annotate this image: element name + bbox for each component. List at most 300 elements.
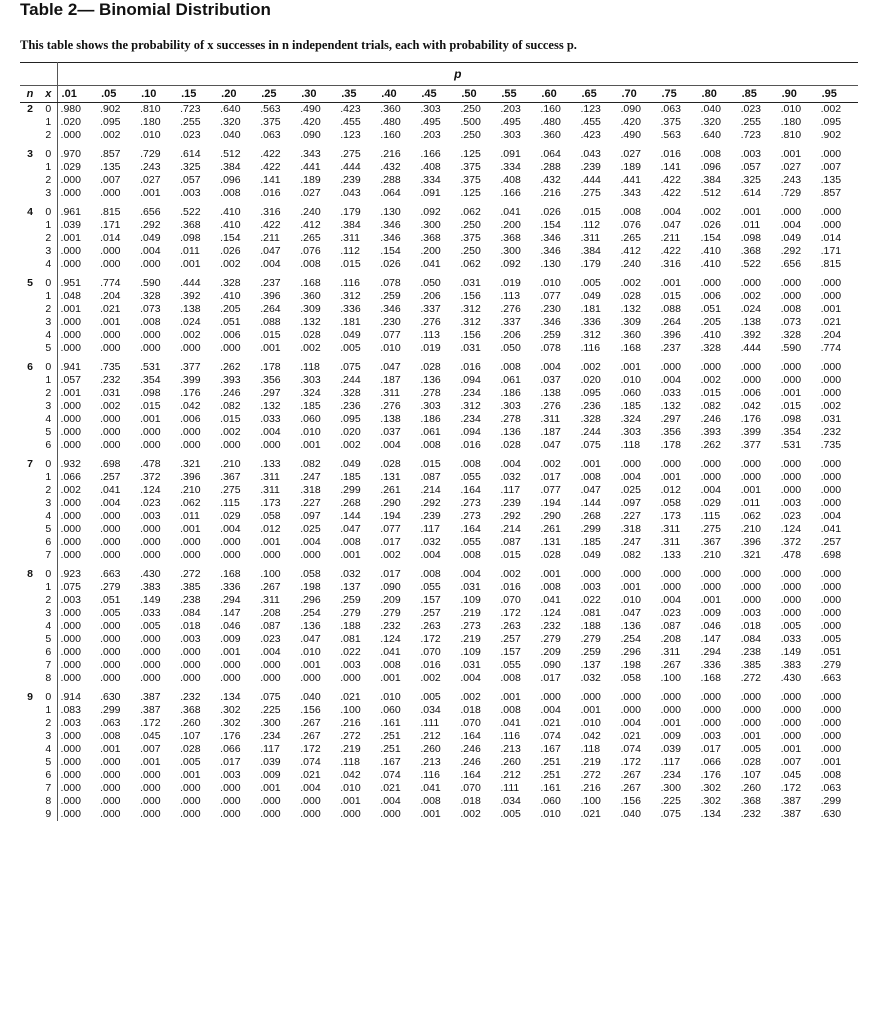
probability-cell: .018 xyxy=(460,704,481,716)
probability-cell: .292 xyxy=(420,497,441,509)
probability-cell: .082 xyxy=(700,400,721,412)
probability-cell: .008 xyxy=(540,581,561,593)
probability-cell: .495 xyxy=(500,116,521,128)
probability-cell: .000 xyxy=(60,497,81,509)
probability-cell: .023 xyxy=(260,633,281,645)
x-cell: 5 xyxy=(40,426,57,439)
p-column-header: .45 xyxy=(417,86,457,103)
probability-cell: .168 xyxy=(700,672,721,684)
n-cell xyxy=(20,316,40,329)
probability-cell: .172 xyxy=(420,633,441,645)
probability-cell: .100 xyxy=(580,795,601,807)
probability-cell: .267 xyxy=(620,782,641,794)
probability-cell: .001 xyxy=(220,646,241,658)
probability-cell: .098 xyxy=(740,232,761,244)
probability-cell: .001 xyxy=(500,691,521,703)
probability-cell: .857 xyxy=(100,148,121,160)
probability-cell: .000 xyxy=(740,594,761,606)
probability-cell: .047 xyxy=(340,523,361,535)
probability-cell: .077 xyxy=(540,484,561,496)
p-label: p xyxy=(57,63,858,86)
p-column-header: .10 xyxy=(137,86,177,103)
probability-cell: .279 xyxy=(580,633,601,645)
probability-cell: .011 xyxy=(180,510,200,522)
probability-cell: .318 xyxy=(300,484,321,496)
probability-cell: .337 xyxy=(420,303,441,315)
probability-cell: .157 xyxy=(420,594,441,606)
probability-cell: .041 xyxy=(420,782,441,794)
probability-cell: .324 xyxy=(300,387,321,399)
probability-cell: .384 xyxy=(220,161,241,173)
probability-cell: .000 xyxy=(140,659,161,671)
probability-cell: .168 xyxy=(300,277,321,289)
probability-cell: .087 xyxy=(500,536,521,548)
probability-cell: .923 xyxy=(60,568,81,580)
probability-cell: .042 xyxy=(340,769,361,781)
probability-cell: .118 xyxy=(340,756,360,768)
probability-cell: .141 xyxy=(660,161,681,173)
table-row xyxy=(20,342,858,355)
probability-cell: .410 xyxy=(700,258,721,270)
probability-cell: .640 xyxy=(220,103,241,115)
probability-cell: .001 xyxy=(260,782,281,794)
probability-cell: .090 xyxy=(540,659,561,671)
probability-cell: .563 xyxy=(260,103,281,115)
probability-cell: .031 xyxy=(820,413,842,425)
probability-cell: .094 xyxy=(460,426,481,438)
probability-cell: .002 xyxy=(180,329,201,341)
probability-cell: .261 xyxy=(380,484,401,496)
probability-cell: .000 xyxy=(820,361,842,373)
probability-cell: .336 xyxy=(700,659,721,671)
probability-cell: .015 xyxy=(700,387,721,399)
probability-cell: .020 xyxy=(340,426,361,438)
probability-cell: .663 xyxy=(100,568,121,580)
probability-cell: .039 xyxy=(60,219,81,231)
probability-cell: .131 xyxy=(380,471,401,483)
probability-cell: .008 xyxy=(820,769,842,781)
probability-cell: .001 xyxy=(620,361,641,373)
probability-cell: .004 xyxy=(660,374,681,386)
probability-cell: .024 xyxy=(180,316,201,328)
probability-cell: .173 xyxy=(260,497,281,509)
probability-cell: .137 xyxy=(340,581,361,593)
x-cell: 1 xyxy=(40,374,57,387)
probability-cell: .124 xyxy=(380,633,401,645)
probability-cell: .000 xyxy=(140,342,161,354)
table-row xyxy=(20,232,858,245)
probability-cell: .663 xyxy=(820,672,842,684)
probability-cell: .000 xyxy=(340,672,361,684)
probability-cell: .000 xyxy=(780,581,802,593)
probability-cell: .118 xyxy=(300,361,320,373)
probability-cell: .216 xyxy=(540,187,561,199)
probability-cell: .000 xyxy=(740,691,761,703)
probability-cell: .006 xyxy=(700,290,721,302)
probability-cell: .051 xyxy=(820,646,842,658)
probability-cell: .300 xyxy=(260,717,281,729)
probability-cell: .047 xyxy=(300,633,321,645)
table-row xyxy=(20,471,858,484)
probability-cell: .630 xyxy=(820,808,842,820)
probability-cell: .027 xyxy=(780,161,802,173)
n-cell xyxy=(20,187,40,200)
probability-cell: .640 xyxy=(700,129,721,141)
probability-cell: .020 xyxy=(60,116,81,128)
probability-cell: .040 xyxy=(700,103,721,115)
probability-cell: .172 xyxy=(140,717,161,729)
probability-cell: .185 xyxy=(620,400,641,412)
probability-cell: .168 xyxy=(220,568,241,580)
probability-cell: .015 xyxy=(500,549,521,561)
probability-cell: .009 xyxy=(700,607,721,619)
probability-cell: .176 xyxy=(740,413,761,425)
probability-cell: .136 xyxy=(500,426,521,438)
probability-cell: .000 xyxy=(300,549,321,561)
probability-cell: .166 xyxy=(500,187,521,199)
probability-cell: .000 xyxy=(100,808,121,820)
probability-cell: .039 xyxy=(660,743,681,755)
table-row xyxy=(20,103,858,117)
probability-cell: .384 xyxy=(580,245,601,257)
probability-cell: .303 xyxy=(500,400,521,412)
probability-cell: .000 xyxy=(60,782,81,794)
table-row xyxy=(20,523,858,536)
probability-cell: .088 xyxy=(660,303,681,315)
probability-cell: .047 xyxy=(260,245,281,257)
probability-cell: .172 xyxy=(500,607,521,619)
probability-cell: .001 xyxy=(60,387,81,399)
n-cell xyxy=(20,400,40,413)
probability-cell: .144 xyxy=(580,497,601,509)
probability-cell: .316 xyxy=(660,258,681,270)
table-row xyxy=(20,782,858,795)
table-row xyxy=(20,387,858,400)
probability-cell: .137 xyxy=(580,659,601,671)
x-cell: 0 xyxy=(40,277,57,290)
probability-cell: .208 xyxy=(260,607,281,619)
n-cell xyxy=(20,510,40,523)
x-cell: 2 xyxy=(40,232,57,245)
probability-cell: .000 xyxy=(660,581,681,593)
n-cell xyxy=(20,659,40,672)
probability-cell: .008 xyxy=(620,206,641,218)
probability-cell: .164 xyxy=(460,769,481,781)
probability-cell: .050 xyxy=(500,342,521,354)
probability-cell: .007 xyxy=(140,743,161,755)
probability-cell: .000 xyxy=(180,439,201,451)
probability-cell: .392 xyxy=(180,290,201,302)
probability-cell: .005 xyxy=(180,756,201,768)
probability-cell: .055 xyxy=(460,536,481,548)
table-row xyxy=(20,148,858,161)
probability-cell: .074 xyxy=(300,756,321,768)
probability-cell: .000 xyxy=(740,568,761,580)
probability-cell: .117 xyxy=(660,756,681,768)
probability-cell: .016 xyxy=(660,148,681,160)
probability-cell: .001 xyxy=(60,303,81,315)
n-cell xyxy=(20,413,40,426)
probability-cell: .125 xyxy=(460,187,481,199)
probability-cell: .031 xyxy=(100,387,121,399)
probability-cell: .251 xyxy=(540,756,561,768)
table-row xyxy=(20,290,858,303)
table-row xyxy=(20,646,858,659)
table-row xyxy=(20,400,858,413)
n-cell xyxy=(20,646,40,659)
probability-cell: .000 xyxy=(540,691,561,703)
probability-cell: .200 xyxy=(420,245,441,257)
probability-cell: .178 xyxy=(260,361,281,373)
probability-cell: .311 xyxy=(340,232,360,244)
probability-cell: .246 xyxy=(220,387,241,399)
probability-cell: .630 xyxy=(100,691,121,703)
probability-cell: .273 xyxy=(460,510,481,522)
probability-cell: .058 xyxy=(260,510,281,522)
probability-cell: .393 xyxy=(700,426,721,438)
probability-cell: .136 xyxy=(300,620,321,632)
x-cell: 2 xyxy=(40,484,57,497)
n-cell xyxy=(20,717,40,730)
probability-cell: .002 xyxy=(620,277,641,289)
probability-cell: .070 xyxy=(500,594,521,606)
probability-cell: .092 xyxy=(420,206,441,218)
probability-cell: .324 xyxy=(620,413,641,425)
probability-cell: .246 xyxy=(460,743,481,755)
probability-cell: .250 xyxy=(460,129,481,141)
n-cell xyxy=(20,497,40,510)
probability-cell: .000 xyxy=(820,148,842,160)
probability-cell: .002 xyxy=(500,568,521,580)
probability-cell: .164 xyxy=(460,523,481,535)
probability-cell: .081 xyxy=(580,607,601,619)
probability-cell: .001 xyxy=(580,704,601,716)
probability-cell: .209 xyxy=(380,594,401,606)
probability-cell: .092 xyxy=(500,258,521,270)
probability-cell: .001 xyxy=(300,439,321,451)
probability-cell: .000 xyxy=(780,206,802,218)
probability-cell: .237 xyxy=(260,277,281,289)
probability-cell: .048 xyxy=(60,290,81,302)
probability-cell: .260 xyxy=(500,756,521,768)
probability-cell: .375 xyxy=(260,116,281,128)
probability-cell: .062 xyxy=(740,510,761,522)
probability-cell: .272 xyxy=(180,568,201,580)
x-cell: 2 xyxy=(40,129,57,142)
probability-cell: .343 xyxy=(620,187,641,199)
probability-cell: .000 xyxy=(780,471,802,483)
probability-cell: .015 xyxy=(220,413,241,425)
n-cell xyxy=(20,756,40,769)
probability-cell: .084 xyxy=(180,607,201,619)
probability-cell: .187 xyxy=(540,426,561,438)
probability-cell: .337 xyxy=(500,316,521,328)
table-row xyxy=(20,258,858,271)
probability-cell: .138 xyxy=(180,303,201,315)
probability-cell: .075 xyxy=(580,439,601,451)
probability-cell: .214 xyxy=(420,484,441,496)
table-row xyxy=(20,659,858,672)
probability-cell: .001 xyxy=(100,316,121,328)
probability-cell: .444 xyxy=(340,161,361,173)
probability-cell: .279 xyxy=(100,581,121,593)
probability-cell: .171 xyxy=(100,219,121,231)
probability-cell: .278 xyxy=(420,387,441,399)
probability-cell: .375 xyxy=(460,174,481,186)
probability-cell: .004 xyxy=(540,361,561,373)
probability-cell: .003 xyxy=(60,717,81,729)
probability-cell: .000 xyxy=(60,536,81,548)
probability-cell: .021 xyxy=(820,316,842,328)
x-cell: 5 xyxy=(40,633,57,646)
probability-cell: .111 xyxy=(420,717,440,729)
probability-cell: .000 xyxy=(700,277,721,289)
probability-cell: .066 xyxy=(220,743,241,755)
x-cell: 7 xyxy=(40,549,57,562)
probability-cell: .016 xyxy=(500,581,521,593)
probability-cell: .011 xyxy=(180,245,200,257)
probability-cell: .367 xyxy=(700,536,721,548)
x-cell: 1 xyxy=(40,581,57,594)
probability-cell: .081 xyxy=(340,633,361,645)
probability-cell: .302 xyxy=(220,704,241,716)
probability-cell: .031 xyxy=(460,342,481,354)
probability-cell: .275 xyxy=(340,148,361,160)
probability-cell: .118 xyxy=(580,743,601,755)
probability-cell: .408 xyxy=(500,174,521,186)
probability-cell: .062 xyxy=(460,258,481,270)
probability-cell: .027 xyxy=(300,187,321,199)
probability-cell: .240 xyxy=(620,258,641,270)
probability-cell: .210 xyxy=(700,549,721,561)
probability-cell: .021 xyxy=(580,808,601,820)
probability-cell: .320 xyxy=(700,116,721,128)
probability-cell: .008 xyxy=(500,672,521,684)
probability-cell: .060 xyxy=(300,413,321,425)
probability-cell: .004 xyxy=(460,672,481,684)
probability-cell: .279 xyxy=(340,607,361,619)
probability-cell: .961 xyxy=(60,206,81,218)
probability-cell: .368 xyxy=(180,219,201,231)
probability-cell: .392 xyxy=(740,329,761,341)
probability-cell: .047 xyxy=(540,439,561,451)
probability-cell: .267 xyxy=(300,717,321,729)
probability-cell: .422 xyxy=(660,174,681,186)
probability-cell: .007 xyxy=(100,174,121,186)
probability-cell: .208 xyxy=(660,633,681,645)
probability-cell: .124 xyxy=(780,523,802,535)
probability-cell: .311 xyxy=(260,484,280,496)
probability-cell: .234 xyxy=(460,413,481,425)
p-column-header: .80 xyxy=(698,86,738,103)
probability-cell: .000 xyxy=(140,646,161,658)
probability-cell: .932 xyxy=(60,458,81,470)
p-column-header: .60 xyxy=(537,86,577,103)
probability-cell: .000 xyxy=(100,536,121,548)
probability-cell: .368 xyxy=(740,245,761,257)
probability-cell: .430 xyxy=(140,568,161,580)
probability-cell: .000 xyxy=(100,646,121,658)
probability-cell: .109 xyxy=(460,594,481,606)
probability-cell: .005 xyxy=(420,691,441,703)
probability-cell: .003 xyxy=(140,510,161,522)
probability-cell: .117 xyxy=(260,743,280,755)
probability-cell: .194 xyxy=(380,510,401,522)
probability-cell: .000 xyxy=(100,510,121,522)
probability-cell: .267 xyxy=(300,730,321,742)
probability-cell: .066 xyxy=(60,471,81,483)
probability-cell: .049 xyxy=(340,329,361,341)
probability-cell: .002 xyxy=(100,400,121,412)
table-row xyxy=(20,219,858,232)
probability-cell: .275 xyxy=(580,187,601,199)
probability-cell: .279 xyxy=(380,607,401,619)
probability-cell: .070 xyxy=(460,782,481,794)
probability-cell: .021 xyxy=(340,691,361,703)
table-row xyxy=(20,497,858,510)
probability-cell: .017 xyxy=(700,743,721,755)
probability-cell: .232 xyxy=(100,374,121,386)
probability-cell: .265 xyxy=(620,232,641,244)
probability-cell: .000 xyxy=(700,691,721,703)
probability-cell: .076 xyxy=(300,245,321,257)
probability-cell: .000 xyxy=(60,808,81,820)
probability-cell: .239 xyxy=(580,161,601,173)
p-column-header: .40 xyxy=(377,86,417,103)
probability-cell: .002 xyxy=(220,258,241,270)
probability-cell: .000 xyxy=(180,672,201,684)
probability-cell: .047 xyxy=(580,484,601,496)
n-cell xyxy=(20,782,40,795)
probability-cell: .267 xyxy=(660,659,681,671)
probability-cell: .004 xyxy=(620,717,641,729)
probability-cell: .262 xyxy=(220,361,241,373)
probability-cell: .000 xyxy=(180,782,201,794)
table-row xyxy=(20,756,858,769)
probability-cell: .064 xyxy=(380,187,401,199)
probability-cell: .219 xyxy=(460,607,481,619)
probability-cell: .097 xyxy=(300,510,321,522)
probability-cell: .211 xyxy=(260,232,280,244)
x-cell: 2 xyxy=(40,174,57,187)
probability-cell: .002 xyxy=(700,206,721,218)
n-cell xyxy=(20,174,40,187)
probability-cell: .179 xyxy=(340,206,361,218)
x-cell: 4 xyxy=(40,620,57,633)
probability-cell: .000 xyxy=(740,361,761,373)
probability-cell: .000 xyxy=(700,581,721,593)
probability-cell: .000 xyxy=(820,730,842,742)
probability-cell: .087 xyxy=(420,471,441,483)
probability-cell: .729 xyxy=(780,187,802,199)
probability-cell: .008 xyxy=(380,659,401,671)
probability-cell: .000 xyxy=(140,258,161,270)
probability-cell: .176 xyxy=(700,769,721,781)
probability-cell: .263 xyxy=(500,620,521,632)
probability-cell: .239 xyxy=(420,510,441,522)
probability-cell: .003 xyxy=(780,497,802,509)
probability-cell: .264 xyxy=(260,303,281,315)
probability-cell: .205 xyxy=(220,303,241,315)
probability-cell: .393 xyxy=(220,374,241,386)
probability-cell: .001 xyxy=(660,277,681,289)
probability-cell: .133 xyxy=(260,458,281,470)
table-row xyxy=(20,361,858,374)
probability-cell: .047 xyxy=(620,607,641,619)
column-header-row xyxy=(20,86,858,103)
probability-cell: .239 xyxy=(500,497,521,509)
probability-cell: .168 xyxy=(620,342,641,354)
